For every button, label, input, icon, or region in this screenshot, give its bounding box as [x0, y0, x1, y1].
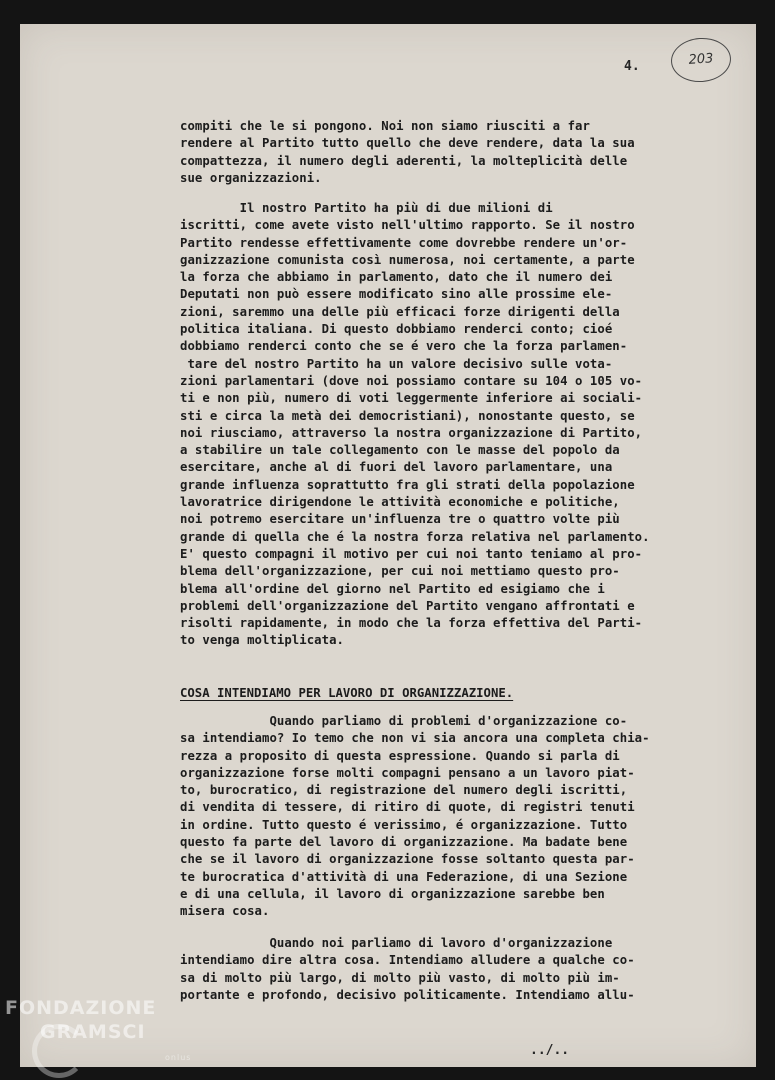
page-number: 4. — [624, 59, 640, 74]
text-line: compiti che le si pongono. Noi non siamo riusciti a far — [180, 119, 590, 133]
text-line: Quando noi parliamo di lavoro d'organizzazione — [180, 936, 613, 950]
text-line: misera cosa. — [180, 904, 270, 919]
text-line: problemi dell'organizzazione del Partito vengano affrontati e — [180, 598, 635, 613]
text-line: in ordine. Tutto questo é verissimo, é organizzazione. Tutto — [180, 817, 628, 832]
text-line: tare del nostro Partito ha un valore decisivo sulle vota- — [180, 356, 613, 371]
continuation-mark: ../.. — [530, 1043, 570, 1058]
text-line: questo fa parte del lavoro di organizzazione. Ma badate bene — [180, 835, 628, 850]
text-line: esercitare, anche al di fuori del lavoro parlamentare, una — [180, 460, 613, 475]
paragraph-3 — [180, 713, 754, 921]
text-line: politica italiana. Di questo dobbiamo renderci conto; cioé — [180, 322, 613, 337]
text-line: rezza a proposito di questa espressione. Quando si parla di — [180, 748, 620, 763]
text-line: sti e circa la metà dei democristiani), nonostante questo, se — [180, 408, 635, 423]
fondazione-gramsci-watermark — [5, 996, 192, 1062]
text-line: sa intendiamo? Io temo che non vi sia ancora una completa chia- — [180, 731, 650, 746]
text-line: organizzazione forse molti compagni pensano a un lavoro piat- — [180, 765, 635, 780]
text-line: ganizzazione comunista così numerosa, noi certamente, a parte — [180, 252, 635, 267]
text-line: Deputati non può essere modificato sino alle prossime ele- — [180, 287, 613, 302]
text-line: zioni parlamentari (dove noi possiamo contare su 104 o 105 vo- — [180, 373, 643, 388]
text-line: portante e profondo, decisivo politicamente. Intendiamo allu- — [180, 987, 635, 1002]
text-line: intendiamo dire altra cosa. Intendiamo alludere a qualche co- — [180, 953, 635, 968]
text-line: grande di quella che é la nostra forza relativa nel parlamento. — [180, 529, 650, 544]
text-line: Partito rendesse effettivamente come dovrebbe rendere un'or- — [180, 235, 628, 250]
text-line: di vendita di tessere, di ritiro di quote, di registri tenuti — [180, 800, 635, 815]
text-line: la forza che abbiamo in parlamento, dato che il numero dei — [180, 270, 613, 285]
text-line: te burocratica d'attività di una Federazione, di una Sezione — [180, 869, 628, 884]
text-line: ti e non più, numero di voti leggermente inferiore ai sociali- — [180, 391, 643, 406]
text-line: noi potremo esercitare un'influenza tre o quattro volte più — [180, 512, 620, 527]
text-line: sa di molto più largo, di molto più vasto, di molto più im- — [180, 970, 620, 985]
text-line: grande influenza soprattutto fra gli strati della popolazione — [180, 477, 635, 492]
text-line: E' questo compagni il motivo per cui noi tanto teniamo al pro- — [180, 546, 643, 561]
watermark-line-3: onlus — [165, 1053, 192, 1062]
watermark-line-1: FONDAZIONE — [5, 997, 157, 1019]
text-line: e di una cellula, il lavoro di organizzazione sarebbe ben — [180, 886, 605, 901]
section-heading: COSA INTENDIAMO PER LAVORO DI ORGANIZZAZIONE. — [180, 686, 514, 700]
text-line: risolti rapidamente, in modo che la forza effettiva del Parti- — [180, 616, 643, 631]
text-line: lavoratrice dirigendone le attività economiche e politiche, — [180, 495, 620, 510]
text-line: compattezza, il numero degli aderenti, la molteplicità delle — [180, 153, 628, 168]
text-line: Quando parliamo di problemi d'organizzazione co- — [180, 714, 628, 728]
paragraph-4 — [180, 935, 754, 1004]
text-line: iscritti, come avete visto nell'ultimo rapporto. Se il nostro — [180, 218, 635, 233]
paragraph-2 — [180, 200, 754, 650]
watermark-line-2: GRAMSCI — [40, 1021, 146, 1043]
text-line: a stabilire un tale collegamento con le masse del popolo da — [180, 443, 620, 458]
text-line: dobbiamo renderci conto che se é vero che la forza parlamen- — [180, 339, 628, 354]
text-line: Il nostro Partito ha più di due milioni di — [180, 201, 553, 215]
paragraph-1 — [180, 118, 754, 187]
archive-number-stamp: 203 — [670, 36, 733, 84]
text-line: blema all'ordine del giorno nel Partito ed esigiamo che i — [180, 581, 605, 596]
text-line: noi riusciamo, attraverso la nostra organizzazione di Partito, — [180, 425, 643, 440]
text-line: to, burocratico, di registrazione del numero degli iscritti, — [180, 783, 628, 798]
text-line: rendere al Partito tutto quello che deve rendere, data la sua — [180, 136, 635, 151]
text-line: che se il lavoro di organizzazione fosse soltanto questa par- — [180, 852, 635, 867]
text-line: sue organizzazioni. — [180, 170, 322, 185]
text-line: to venga moltiplicata. — [180, 633, 344, 648]
text-line: blema dell'organizzazione, per cui noi mettiamo questo pro- — [180, 564, 620, 579]
text-line: zioni, saremmo una delle più efficaci forze dirigenti della — [180, 304, 620, 319]
